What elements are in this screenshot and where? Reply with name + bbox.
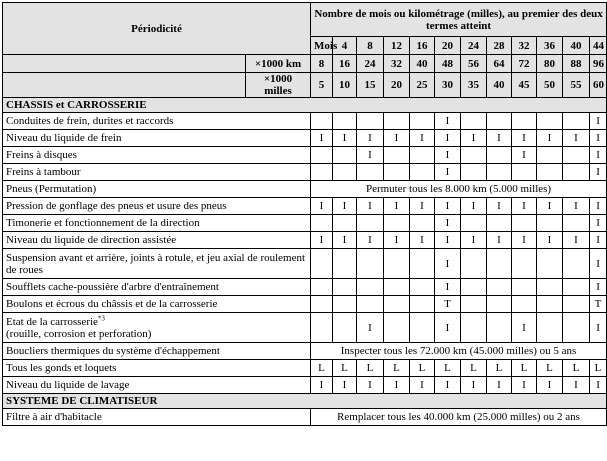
section-title: CHASSIS et CARROSSERIE: [3, 98, 607, 113]
service-mark: I: [487, 198, 512, 215]
service-mark: [410, 215, 435, 232]
service-mark: I: [461, 232, 487, 249]
service-mark: I: [537, 198, 563, 215]
service-mark: [357, 164, 384, 181]
service-mark: [512, 296, 537, 313]
maintenance-schedule-table: [2, 2, 607, 426]
interval-value: 40: [563, 37, 590, 55]
item-label: Filtre à air d'habitacle: [6, 411, 102, 423]
service-mark: [461, 249, 487, 279]
service-mark: I: [435, 377, 461, 394]
service-mark: [311, 147, 333, 164]
service-mark: [487, 113, 512, 130]
service-mark: [487, 147, 512, 164]
interval-value: 16: [410, 37, 435, 55]
service-mark: [487, 296, 512, 313]
service-mark: [357, 279, 384, 296]
service-mark: I: [435, 232, 461, 249]
service-mark: I: [410, 232, 435, 249]
service-mark: I: [410, 130, 435, 147]
service-mark: I: [512, 232, 537, 249]
interval-value: 5: [311, 73, 333, 98]
service-mark: I: [512, 377, 537, 394]
service-mark: I: [512, 198, 537, 215]
interval-value: 8: [357, 37, 384, 55]
periodicite-header: Périodicité: [3, 3, 311, 55]
interval-value: 4: [333, 37, 357, 55]
interval-title: Nombre de mois ou kilométrage (milles), au premier des deux termes atteint: [311, 3, 607, 37]
service-mark: [333, 296, 357, 313]
maintenance-item: [3, 130, 311, 147]
maintenance-row: [3, 279, 607, 296]
service-mark: [384, 313, 410, 343]
maintenance-item: [3, 360, 311, 377]
service-mark: L: [461, 360, 487, 377]
interval-note: Remplacer tous les 40.000 km (25.000 milles) ou 2 ans: [311, 409, 607, 426]
maintenance-item: [3, 198, 311, 215]
interval-value: 40: [487, 73, 512, 98]
interval-value: 35: [461, 73, 487, 98]
service-mark: I: [435, 198, 461, 215]
maintenance-item: [3, 147, 311, 164]
service-mark: I: [512, 130, 537, 147]
service-mark: L: [537, 360, 563, 377]
service-mark: I: [384, 232, 410, 249]
service-mark: [333, 164, 357, 181]
service-mark: I: [357, 198, 384, 215]
service-mark: [410, 279, 435, 296]
service-mark: [563, 279, 590, 296]
maintenance-item: [3, 164, 311, 181]
service-mark: [537, 296, 563, 313]
service-mark: I: [590, 198, 607, 215]
service-mark: [357, 113, 384, 130]
service-mark: [384, 249, 410, 279]
service-mark: I: [435, 113, 461, 130]
maintenance-item: [3, 313, 311, 343]
service-mark: [461, 296, 487, 313]
item-label: Pneus (Permutation): [6, 183, 97, 195]
service-mark: [461, 279, 487, 296]
service-mark: [410, 113, 435, 130]
service-mark: I: [537, 377, 563, 394]
interval-value: 56: [461, 55, 487, 73]
service-mark: [487, 215, 512, 232]
service-mark: [333, 147, 357, 164]
maintenance-row: [3, 409, 607, 426]
service-mark: [461, 215, 487, 232]
service-mark: I: [590, 215, 607, 232]
service-mark: [333, 249, 357, 279]
service-mark: I: [461, 377, 487, 394]
service-mark: L: [311, 360, 333, 377]
interval-value: 50: [537, 73, 563, 98]
interval-value: 88: [563, 55, 590, 73]
service-mark: I: [590, 377, 607, 394]
service-mark: [563, 249, 590, 279]
maintenance-row: [3, 215, 607, 232]
header-title-row: [3, 3, 607, 37]
service-mark: [333, 279, 357, 296]
service-mark: [410, 147, 435, 164]
service-mark: I: [563, 198, 590, 215]
service-mark: [357, 249, 384, 279]
service-mark: I: [435, 215, 461, 232]
item-label: Timonerie et fonctionnement de la direction: [6, 217, 200, 229]
item-label: Boucliers thermiques du système d'échappement: [6, 345, 220, 357]
maintenance-row: [3, 343, 607, 360]
maintenance-row: [3, 113, 607, 130]
unit-label: ×1000 milles: [246, 73, 311, 98]
service-mark: [512, 113, 537, 130]
service-mark: [537, 164, 563, 181]
service-mark: [537, 279, 563, 296]
service-mark: I: [311, 377, 333, 394]
interval-value: 55: [563, 73, 590, 98]
service-mark: I: [590, 147, 607, 164]
service-mark: I: [435, 147, 461, 164]
service-mark: [311, 296, 333, 313]
service-mark: L: [435, 360, 461, 377]
interval-note: Permuter tous les 8.000 km (5.000 milles): [311, 181, 607, 198]
service-mark: T: [590, 296, 607, 313]
item-label: Niveau du liquide de direction assistée: [6, 234, 177, 246]
service-mark: [311, 164, 333, 181]
maintenance-row: [3, 360, 607, 377]
service-mark: I: [384, 130, 410, 147]
service-mark: [461, 313, 487, 343]
maintenance-item: [3, 343, 311, 360]
unit-label: Mois: [311, 37, 333, 55]
maintenance-row: [3, 130, 607, 147]
service-mark: [512, 164, 537, 181]
service-mark: [563, 215, 590, 232]
service-mark: [512, 279, 537, 296]
maintenance-item: [3, 279, 311, 296]
service-mark: [487, 164, 512, 181]
service-mark: [461, 113, 487, 130]
service-mark: I: [590, 313, 607, 343]
header-unit-row: [3, 55, 607, 73]
service-mark: [384, 279, 410, 296]
header-unit-row: [3, 73, 607, 98]
item-label: Soufflets cache-poussière d'arbre d'entraînement: [6, 281, 219, 293]
interval-value: 10: [333, 73, 357, 98]
maintenance-item: [3, 113, 311, 130]
item-label: Freins à disques: [6, 149, 77, 161]
interval-value: 44: [590, 37, 607, 55]
service-mark: I: [487, 377, 512, 394]
service-mark: I: [435, 279, 461, 296]
interval-value: 36: [537, 37, 563, 55]
service-mark: T: [435, 296, 461, 313]
maintenance-item: [3, 409, 311, 426]
section-header-row: [3, 394, 607, 409]
interval-value: 72: [512, 55, 537, 73]
maintenance-item: [3, 249, 311, 279]
interval-value: 20: [384, 73, 410, 98]
service-mark: L: [357, 360, 384, 377]
service-mark: [563, 313, 590, 343]
service-mark: L: [512, 360, 537, 377]
service-mark: L: [384, 360, 410, 377]
service-mark: [311, 113, 333, 130]
service-mark: I: [333, 130, 357, 147]
service-mark: [311, 249, 333, 279]
maintenance-row: [3, 232, 607, 249]
interval-value: 80: [537, 55, 563, 73]
service-mark: I: [333, 198, 357, 215]
service-mark: I: [357, 377, 384, 394]
service-mark: [410, 249, 435, 279]
interval-value: 48: [435, 55, 461, 73]
service-mark: L: [563, 360, 590, 377]
service-mark: I: [311, 198, 333, 215]
service-mark: [357, 215, 384, 232]
service-mark: I: [311, 130, 333, 147]
service-mark: [537, 215, 563, 232]
item-label: Conduites de frein, durites et raccords: [6, 115, 174, 127]
service-mark: I: [435, 164, 461, 181]
interval-value: 96: [590, 55, 607, 73]
interval-value: 45: [512, 73, 537, 98]
service-mark: I: [357, 147, 384, 164]
section-header-row: [3, 98, 607, 113]
maintenance-row: [3, 296, 607, 313]
service-mark: I: [563, 232, 590, 249]
footnote-ref: *3: [97, 313, 105, 322]
item-label: Niveau du liquide de frein: [6, 132, 122, 144]
service-mark: [563, 147, 590, 164]
service-mark: I: [333, 377, 357, 394]
service-mark: I: [357, 130, 384, 147]
item-label-detail: (rouille, corrosion et perforation): [6, 327, 152, 340]
interval-note: Inspecter tous les 72.000 km (45.000 milles) ou 5 ans: [311, 343, 607, 360]
unit-label: ×1000 km: [246, 55, 311, 73]
interval-value: 40: [410, 55, 435, 73]
maintenance-row: [3, 249, 607, 279]
service-mark: I: [461, 130, 487, 147]
service-mark: I: [590, 232, 607, 249]
interval-value: 24: [461, 37, 487, 55]
item-label: Tous les gonds et loquets: [6, 362, 117, 374]
interval-value: 25: [410, 73, 435, 98]
item-label: Pression de gonflage des pneus et usure des pneus: [6, 200, 227, 212]
maintenance-item: [3, 232, 311, 249]
service-mark: [410, 164, 435, 181]
interval-value: 32: [512, 37, 537, 55]
service-mark: I: [487, 232, 512, 249]
interval-value: 28: [487, 37, 512, 55]
service-mark: [410, 313, 435, 343]
service-mark: [512, 249, 537, 279]
service-mark: [311, 215, 333, 232]
service-mark: I: [537, 130, 563, 147]
service-mark: [563, 164, 590, 181]
interval-value: 60: [590, 73, 607, 98]
service-mark: [333, 215, 357, 232]
interval-value: 24: [357, 55, 384, 73]
service-mark: I: [357, 232, 384, 249]
service-mark: I: [384, 377, 410, 394]
service-mark: I: [512, 313, 537, 343]
maintenance-row: [3, 377, 607, 394]
service-mark: [384, 113, 410, 130]
service-mark: [461, 147, 487, 164]
item-label: Boulons et écrous du châssis et de la carrosserie: [6, 298, 218, 310]
service-mark: I: [435, 130, 461, 147]
interval-value: 8: [311, 55, 333, 73]
item-label: Niveau du liquide de lavage: [6, 379, 130, 391]
header-blank-cell: [3, 55, 246, 73]
maintenance-item: [3, 215, 311, 232]
service-mark: [384, 296, 410, 313]
service-mark: I: [461, 198, 487, 215]
service-mark: I: [435, 249, 461, 279]
service-mark: [537, 313, 563, 343]
service-mark: [537, 113, 563, 130]
service-mark: I: [590, 164, 607, 181]
header-blank-cell: [3, 73, 246, 98]
service-mark: [333, 313, 357, 343]
service-mark: [537, 249, 563, 279]
service-mark: I: [590, 249, 607, 279]
item-label: Etat de la carrosserie: [6, 315, 98, 328]
interval-value: 30: [435, 73, 461, 98]
service-mark: L: [333, 360, 357, 377]
interval-value: 32: [384, 55, 410, 73]
service-mark: [410, 296, 435, 313]
interval-value: 16: [333, 55, 357, 73]
service-mark: [563, 113, 590, 130]
interval-value: 20: [435, 37, 461, 55]
service-mark: [384, 147, 410, 164]
interval-value: 12: [384, 37, 410, 55]
service-mark: I: [311, 232, 333, 249]
service-mark: [311, 279, 333, 296]
service-mark: [461, 164, 487, 181]
maintenance-row: [3, 198, 607, 215]
service-mark: [333, 113, 357, 130]
maintenance-row: [3, 181, 607, 198]
service-mark: I: [410, 377, 435, 394]
service-mark: L: [487, 360, 512, 377]
item-label: Freins à tambour: [6, 166, 81, 178]
service-mark: I: [410, 198, 435, 215]
service-mark: [563, 296, 590, 313]
service-mark: I: [537, 232, 563, 249]
item-label: Suspension avant et arrière, joints à rotule, et jeu axial de roulement de roues: [6, 251, 306, 276]
interval-value: 64: [487, 55, 512, 73]
service-mark: [487, 313, 512, 343]
service-mark: [384, 164, 410, 181]
service-mark: I: [590, 279, 607, 296]
interval-value: 15: [357, 73, 384, 98]
maintenance-row: [3, 164, 607, 181]
service-mark: [512, 215, 537, 232]
maintenance-row: [3, 313, 607, 343]
service-mark: [311, 313, 333, 343]
service-mark: I: [487, 130, 512, 147]
service-mark: I: [333, 232, 357, 249]
service-mark: I: [590, 113, 607, 130]
service-mark: I: [435, 313, 461, 343]
service-mark: [487, 279, 512, 296]
maintenance-row: [3, 147, 607, 164]
service-mark: L: [410, 360, 435, 377]
maintenance-item: [3, 377, 311, 394]
service-mark: [384, 215, 410, 232]
section-title: SYSTEME DE CLIMATISEUR: [3, 394, 607, 409]
service-mark: I: [563, 377, 590, 394]
maintenance-item: [3, 296, 311, 313]
service-mark: [537, 147, 563, 164]
service-mark: I: [512, 147, 537, 164]
maintenance-item: [3, 181, 311, 198]
service-mark: I: [357, 313, 384, 343]
service-mark: L: [590, 360, 607, 377]
service-mark: [357, 296, 384, 313]
service-mark: I: [384, 198, 410, 215]
service-mark: [487, 249, 512, 279]
service-mark: I: [563, 130, 590, 147]
service-mark: I: [590, 130, 607, 147]
